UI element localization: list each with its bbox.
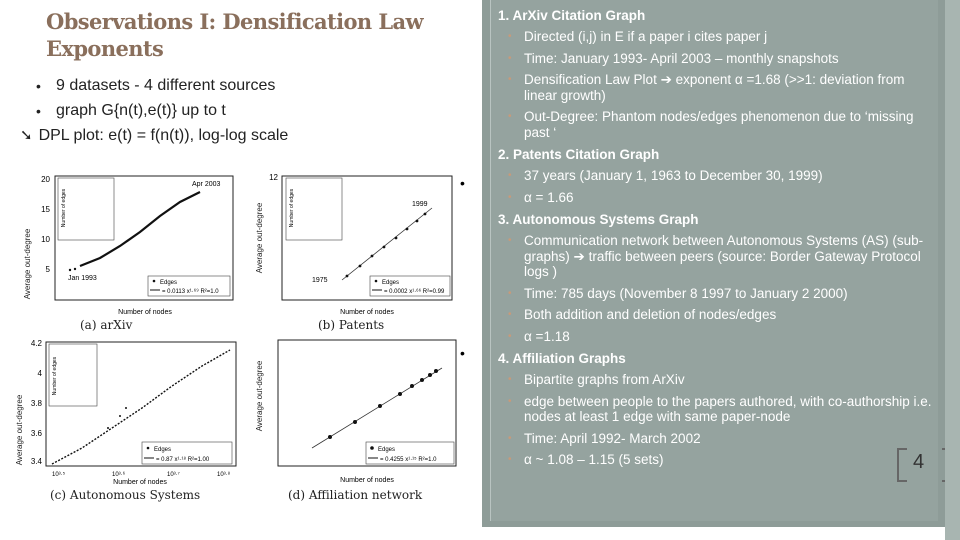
bullet-icon: • <box>508 31 512 42</box>
intro-bullet-text: DPL plot: e(t) = f(n(t)), log-log scale <box>38 127 289 144</box>
legend-series: Edges <box>382 280 400 286</box>
bullet-icon: • <box>508 432 512 444</box>
intro-bullet-text: 9 datasets - 4 different sources <box>56 77 276 94</box>
fit-line <box>342 208 432 280</box>
list-item-text: Time: 785 days (November 8 1997 to January 2 2000) <box>524 285 848 301</box>
data-point <box>434 369 438 373</box>
caption-patents: (b) Patents <box>318 318 385 332</box>
plot-affiliation <box>252 336 472 486</box>
intro-bullet-text: graph G{n(t),e(t)} up to t <box>56 102 226 119</box>
y-tick-label: 4 <box>37 369 42 378</box>
list-item <box>498 431 938 447</box>
list-item-text: Time: January 1993- April 2003 – monthly snapshots <box>524 50 839 66</box>
bullet-dot-icon: • <box>36 78 41 94</box>
data-point <box>406 228 409 231</box>
annotation-end: 1999 <box>412 201 428 208</box>
bullet-icon: • <box>508 330 512 342</box>
data-point <box>107 427 109 429</box>
plot-patents-svg <box>252 168 472 318</box>
data-point <box>125 407 127 409</box>
y-tick-label: 5 <box>45 265 50 274</box>
legend-series: Edges <box>160 280 178 286</box>
right-edge-strip <box>945 0 960 540</box>
data-point <box>420 378 424 382</box>
data-point <box>353 420 357 424</box>
plot-ylabel: Average out-degree <box>23 228 32 300</box>
plot-ylabel: Average out-degree <box>15 394 24 466</box>
plot-xlabel: Number of nodes <box>113 479 167 486</box>
list-item <box>498 29 938 45</box>
bullet-icon: • <box>508 309 512 320</box>
annotation-start: 1975 <box>312 277 328 284</box>
caption-autonomous-systems: (c) Autonomous Systems <box>50 488 201 502</box>
bullet-dot-icon: • <box>36 103 41 119</box>
legend-series: Edges <box>378 447 396 453</box>
plot-arxiv <box>20 168 240 318</box>
data-point <box>359 265 362 268</box>
legend-marker <box>375 280 378 283</box>
bullet-icon: • <box>508 235 512 246</box>
inset-ylabel: Number of edges <box>289 188 295 228</box>
legend-marker <box>147 447 150 450</box>
plot-arxiv-svg <box>20 168 240 318</box>
bullet-icon: • <box>508 395 512 407</box>
legend-fit: = 0.4255 x¹·¹⁵ R²=1.0 <box>380 457 437 463</box>
x-tick-label: 10³·⁶ <box>112 472 126 478</box>
y-tick-label: 3.6 <box>30 429 42 438</box>
plot-ylabel: Average out-degree <box>255 360 264 432</box>
list-item <box>498 190 938 206</box>
x-tick-label: 10³·⁸ <box>217 472 231 478</box>
list-item-text: Out-Degree: Phantom nodes/edges phenomenon due to ‘missing past ‘ <box>524 109 914 140</box>
section-heading: 3. Autonomous Systems Graph <box>498 212 699 227</box>
y-tick-label: 10 <box>41 235 50 244</box>
list-item-text: Communication network between Autonomous Systems (AS) (sub-graphs) ➔ traffic between peers (source: Border Gateway Protocol logs ) <box>524 233 924 279</box>
data-point <box>119 415 121 417</box>
list-item <box>498 307 938 323</box>
list-item <box>498 329 938 345</box>
intro-bullet <box>36 74 476 99</box>
inset-ylabel: Number of edges <box>61 188 67 228</box>
legend-series: Edges <box>154 447 172 453</box>
plot-xlabel: Number of nodes <box>340 477 394 484</box>
data-point <box>410 384 414 388</box>
data-point <box>74 268 76 270</box>
bullet-icon: • <box>508 170 512 181</box>
plot-ylabel: Average out-degree <box>255 202 264 274</box>
list-item-text: α ~ 1.08 – 1.15 (5 sets) <box>524 452 664 467</box>
list-item-text: Time: April 1992- March 2002 <box>524 430 701 446</box>
curved-arrow-icon: ➘ <box>20 127 33 144</box>
stray-mark: • <box>460 175 465 191</box>
bullet-icon: • <box>508 52 512 64</box>
plot-autonomous-systems <box>12 336 244 486</box>
bullet-icon: • <box>508 111 512 122</box>
section-heading: 1. ArXiv Citation Graph <box>498 8 646 23</box>
x-tick-label: 10³·⁷ <box>167 472 180 478</box>
list-item <box>498 168 938 184</box>
legend-marker <box>370 446 374 450</box>
list-item <box>498 452 938 468</box>
section-heading: 4. Affiliation Graphs <box>498 351 626 366</box>
legend-fit: = 0.0113 x¹·⁶⁹ R²=1.0 <box>162 289 219 295</box>
data-point <box>378 404 382 408</box>
list-item-text: Densification Law Plot ➔ exponent α =1.68 (>>1: deviation from linear growth) <box>524 72 905 103</box>
legend-fit: = 0.0002 x¹·⁶⁶ R²=0.99 <box>384 289 445 295</box>
y-tick-label: 3.4 <box>30 457 42 466</box>
y-tick-label: 20 <box>41 175 50 184</box>
list-item <box>498 72 938 103</box>
plot-xlabel: Number of nodes <box>340 309 394 316</box>
plot-as-svg <box>12 336 244 486</box>
intro-bullet <box>36 99 476 124</box>
list-item <box>498 394 938 425</box>
stray-mark: • <box>460 345 465 361</box>
list-item-text: α = 1.66 <box>524 189 574 205</box>
list-item <box>498 233 938 280</box>
y-tick-label: 15 <box>41 205 50 214</box>
section-heading: 2. Patents Citation Graph <box>498 147 660 162</box>
legend-fit: = 0.87 x¹·¹⁸ R²=1.00 <box>156 457 210 463</box>
data-point <box>346 275 349 278</box>
y-tick-label: 12 <box>269 173 278 182</box>
bullet-icon: • <box>508 74 512 85</box>
plot-xlabel: Number of nodes <box>118 309 172 316</box>
data-point <box>69 269 71 271</box>
dataset-list <box>498 5 938 474</box>
list-item-text: Directed (i,j) in E if a paper i cites paper j <box>524 29 768 44</box>
page-bracket-left <box>897 448 907 482</box>
list-item-text: α =1.18 <box>524 328 570 344</box>
data-point <box>428 373 432 377</box>
intro-arrow-line <box>20 124 476 149</box>
plot-affiliation-svg <box>252 336 472 486</box>
bullet-icon: • <box>508 374 512 385</box>
data-point <box>424 213 427 216</box>
bullet-icon: • <box>508 191 512 203</box>
slide-title: Observations I: Densification Law Exponents <box>46 9 423 61</box>
list-item-text: 37 years (January 1, 1963 to December 30, 1999) <box>524 168 823 183</box>
list-item-text: Bipartite graphs from ArXiv <box>524 372 685 387</box>
y-tick-label: 4.2 <box>30 339 42 348</box>
data-point <box>416 220 419 223</box>
data-point <box>328 435 332 439</box>
caption-affiliation: (d) Affiliation network <box>288 488 423 502</box>
annotation-start: Jan 1993 <box>68 275 97 282</box>
legend-marker <box>153 280 156 283</box>
info-panel <box>482 0 945 527</box>
caption-arxiv: (a) arXiv <box>80 318 133 332</box>
intro-bullet-list <box>20 74 476 149</box>
list-item <box>498 286 938 302</box>
list-item <box>498 109 938 140</box>
list-item-text: Both addition and deletion of nodes/edges <box>524 307 777 322</box>
y-tick-label: 3.8 <box>30 399 42 408</box>
list-item <box>498 51 938 67</box>
data-point <box>383 246 386 249</box>
inset-ylabel: Number of edges <box>52 356 58 396</box>
bullet-icon: • <box>508 287 512 299</box>
plot-patents <box>252 168 472 318</box>
data-point <box>398 392 402 396</box>
page-number: 4 <box>913 451 925 473</box>
data-point <box>395 237 398 240</box>
data-point <box>371 255 374 258</box>
list-item <box>498 372 938 388</box>
annotation-end: Apr 2003 <box>192 181 221 188</box>
list-item-text: edge between people to the papers authored, with co-authorship i.e. nodes at least 1 edge with same paper-node <box>524 393 932 424</box>
bullet-icon: • <box>508 454 512 465</box>
x-tick-label: 10³·⁵ <box>52 472 66 478</box>
